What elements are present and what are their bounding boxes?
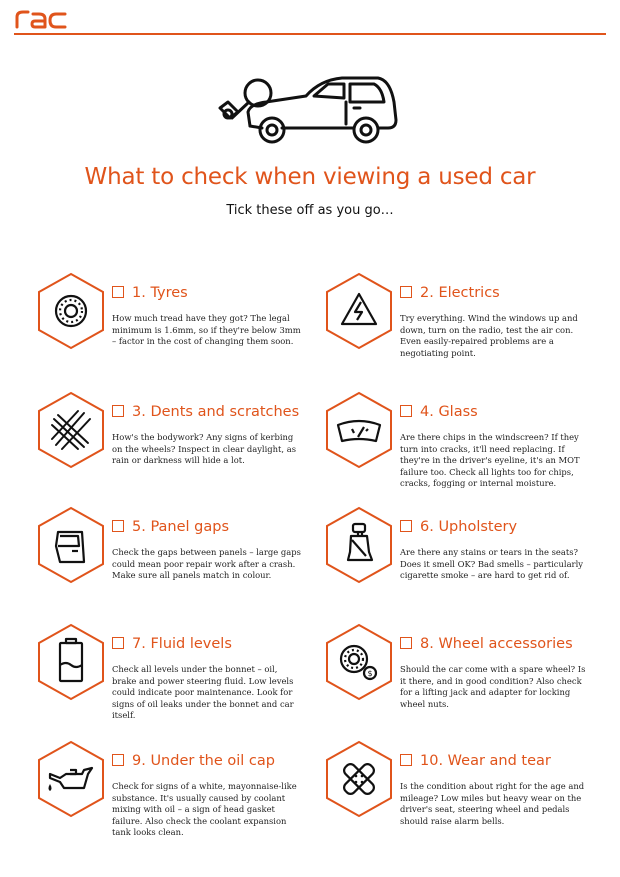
upholstery-description: Are there any stains or tears in the seats? Does it smell OK? Bad smells – particularly cigarette smoke – are hard to get rid of. bbox=[400, 547, 583, 581]
wheel-accessories-icon bbox=[324, 623, 394, 701]
glass-heading: 4. Glass bbox=[420, 404, 478, 420]
fluid-description: Check all levels under the bonnet – oil, brake and power steering fluid. Low levels could indicate poor maintenance. Look for signs of oil leaks under the bonnet and car itself. bbox=[112, 664, 294, 721]
wheel-heading: 8. Wheel accessories bbox=[420, 636, 573, 652]
wheel-checkbox[interactable] bbox=[400, 637, 412, 649]
car-seat-icon bbox=[324, 506, 394, 584]
checklist-item-fluid-levels bbox=[36, 623, 336, 733]
rac-logo bbox=[14, 7, 68, 31]
svg-text:$: $ bbox=[367, 669, 373, 678]
wear-tear-heading: 10. Wear and tear bbox=[420, 753, 551, 769]
wear-tear-checkbox-heading[interactable] bbox=[400, 753, 551, 769]
glass-description: Are there chips in the windscreen? If they turn into cracks, it'll need replacing. If they're in the driver's eyeline, it's an MOT failure too. Check all lights too for chips, cracks, fogging or internal moisture. bbox=[400, 432, 580, 489]
electric-warning-icon bbox=[324, 272, 394, 350]
checklist-item-tyres bbox=[36, 272, 336, 382]
electrics-checkbox[interactable] bbox=[400, 286, 412, 298]
checklist-item-upholstery bbox=[324, 506, 620, 616]
hero-car-icon bbox=[210, 62, 410, 158]
checklist-item-wear-tear bbox=[324, 740, 620, 850]
checklist-item-oil-cap bbox=[36, 740, 336, 850]
rac-logo-icon bbox=[14, 7, 68, 31]
wear-tear-checkbox[interactable] bbox=[400, 754, 412, 766]
dents-description: How's the bodywork? Any signs of kerbing on the wheels? Inspect in clear daylight, as rain or darkness will hide a lot. bbox=[112, 432, 297, 466]
glass-checkbox-heading[interactable] bbox=[400, 404, 478, 420]
upholstery-heading: 6. Upholstery bbox=[420, 519, 518, 535]
oil-cap-checkbox[interactable] bbox=[112, 754, 124, 766]
fluid-heading: 7. Fluid levels bbox=[132, 636, 232, 652]
panel-gaps-heading: 5. Panel gaps bbox=[132, 519, 230, 535]
checklist-item-dents-scratches bbox=[36, 391, 336, 501]
tyre-icon bbox=[36, 272, 106, 350]
wheel-description: Should the car come with a spare wheel? Is it there, and in good condition? Also check for a lifting jack and adapter for locking wheel nuts. bbox=[400, 664, 586, 709]
plaster-icon bbox=[324, 740, 394, 818]
panel-gaps-checkbox-heading[interactable] bbox=[112, 519, 229, 535]
oil-cap-heading: 9. Under the oil cap bbox=[132, 753, 275, 769]
oil-cap-description: Check for signs of a white, mayonnaise-like substance. It's usually caused by coolant mixing with oil – a sign of head gasket failure. Also check the coolant expansion tank looks clean. bbox=[112, 781, 297, 838]
page-title: What to check when viewing a used car bbox=[84, 164, 536, 190]
tyres-description: How much tread have they got? The legal minimum is 1.6mm, so if they're below 3mm – factor in the cost of changing them soon. bbox=[112, 313, 301, 347]
tyres-checkbox-heading[interactable] bbox=[112, 285, 188, 301]
tyres-heading: 1. Tyres bbox=[132, 285, 188, 301]
car-door-icon bbox=[36, 506, 106, 584]
fluid-checkbox-heading[interactable] bbox=[112, 636, 232, 652]
windscreen-icon bbox=[324, 391, 394, 469]
panel-gaps-checkbox[interactable] bbox=[112, 520, 124, 532]
page-subtitle: Tick these off as you go… bbox=[226, 203, 394, 218]
fluid-checkbox[interactable] bbox=[112, 637, 124, 649]
wheel-checkbox-heading[interactable] bbox=[400, 636, 573, 652]
dents-heading: 3. Dents and scratches bbox=[132, 404, 300, 420]
tyres-checkbox[interactable] bbox=[112, 286, 124, 298]
electrics-checkbox-heading[interactable] bbox=[400, 285, 500, 301]
checklist-item-wheel-accessories bbox=[324, 623, 620, 733]
dents-checkbox-heading[interactable] bbox=[112, 404, 299, 420]
fluid-container-icon bbox=[36, 623, 106, 701]
electrics-heading: 2. Electrics bbox=[420, 285, 500, 301]
upholstery-checkbox-heading[interactable] bbox=[400, 519, 517, 535]
header-rule bbox=[14, 33, 606, 35]
checklist-item-glass bbox=[324, 391, 620, 501]
panel-gaps-description: Check the gaps between panels – large gaps could mean poor repair work after a crash. Make sure all panels match in colour. bbox=[112, 547, 301, 581]
checklist-item-electrics bbox=[324, 272, 620, 382]
upholstery-checkbox[interactable] bbox=[400, 520, 412, 532]
electrics-description: Try everything. Wind the windows up and down, turn on the radio, test the air con. Even easily-repaired problems are a negotiating point. bbox=[400, 313, 578, 358]
scratches-icon bbox=[36, 391, 106, 469]
dents-checkbox[interactable] bbox=[112, 405, 124, 417]
oil-cap-checkbox-heading[interactable] bbox=[112, 753, 275, 769]
checklist-item-panel-gaps bbox=[36, 506, 336, 616]
wear-tear-description: Is the condition about right for the age and mileage? Low miles but heavy wear on the driver's seat, steering wheel and pedals should raise alarm bells. bbox=[400, 781, 585, 826]
oil-can-icon bbox=[36, 740, 106, 818]
glass-checkbox[interactable] bbox=[400, 405, 412, 417]
